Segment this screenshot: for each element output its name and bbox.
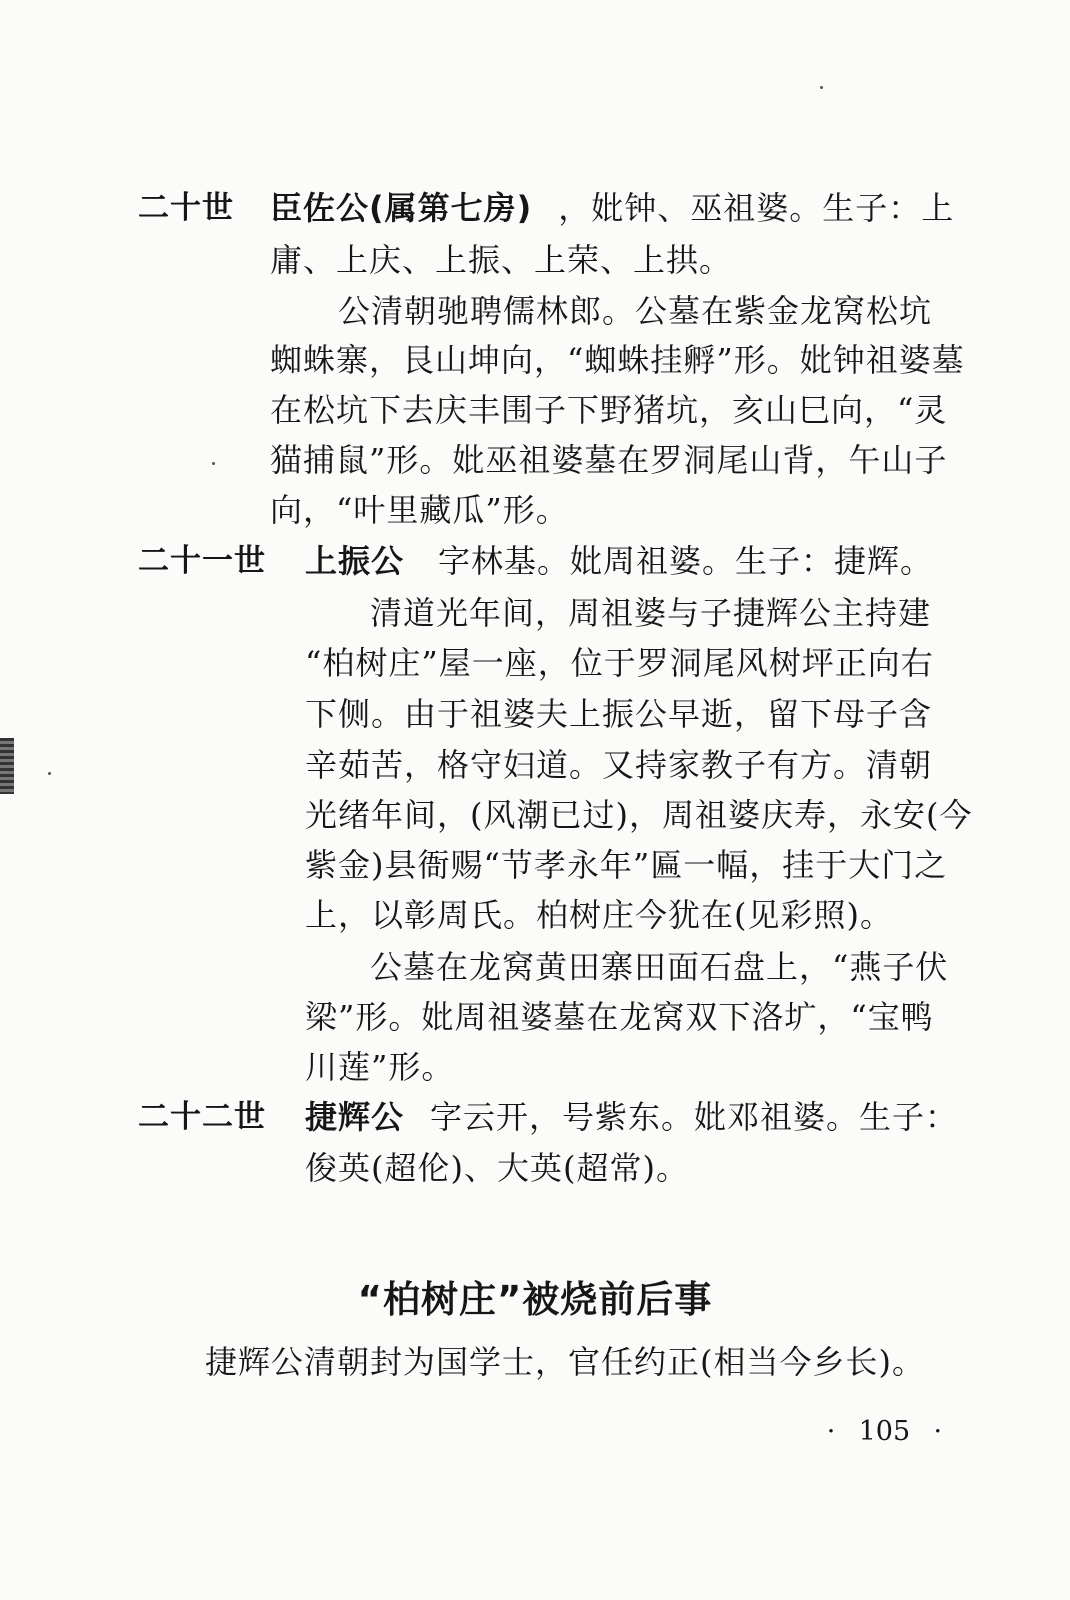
entry-intro-text-22: 字云开，号紫东。妣邓祖婆。生子：: [430, 1098, 959, 1136]
paragraph-line: 上，以彰周氏。柏树庄今犹在(见彩照)。: [305, 896, 893, 934]
ancestor-name-20: 臣佐公(属第七房): [270, 189, 533, 227]
page-number-dot-left: ·: [826, 1416, 836, 1447]
ancestor-name-22: 捷辉公: [305, 1098, 405, 1136]
entry-intro-text-20: ，妣钟、巫祖婆。生子：上: [558, 189, 955, 227]
paragraph-line: 下侧。由于祖婆夫上振公早逝，留下母子含: [305, 695, 933, 733]
entry-intro-cont-20: 庸、上庆、上振、上荣、上拱。: [270, 241, 733, 279]
generation-label-21: 二十一世: [138, 543, 266, 579]
generation-label-20: 二十世: [138, 190, 234, 226]
section-first-line: 捷辉公清朝封为国学士，官任约正(相当今乡长)。: [205, 1343, 925, 1381]
paragraph-line: 公清朝驰聘儒林郎。公墓在紫金龙窝松坑: [338, 292, 933, 330]
entry-intro-cont-22: 俊英(超伦)、大英(超常)。: [305, 1149, 689, 1187]
paragraph-line: 在松坑下去庆丰围子下野猪坑，亥山巳向，“灵: [270, 391, 948, 429]
entry-intro-22: [305, 1097, 958, 1137]
paragraph-line: 光绪年间，(风潮已过)，周祖婆庆寿，永安(今: [305, 796, 973, 834]
scan-speck: [820, 86, 823, 89]
scan-edge-mark: [0, 738, 14, 794]
entry-intro-21: [305, 541, 933, 581]
paragraph-line: 向，“叶里藏瓜”形。: [270, 491, 569, 529]
generation-label-22: 二十二世: [138, 1099, 266, 1135]
section-title: “柏树庄”被烧前后事: [357, 1278, 713, 1321]
scan-speck: [212, 462, 215, 465]
entry-intro-text-21: 字林基。妣周祖婆。生子：捷辉。: [438, 542, 934, 580]
paragraph-line: 蜘蛛寨，艮山坤向，“蜘蛛挂孵”形。妣钟祖婆墓: [270, 341, 965, 379]
paragraph-line: 川莲”形。: [305, 1048, 455, 1086]
paragraph-line: 梁”形。妣周祖婆墓在龙窝双下洛圹，“宝鸭: [305, 998, 934, 1036]
page-number: [818, 1416, 951, 1448]
paragraph-line: 清道光年间，周祖婆与子捷辉公主持建: [370, 594, 932, 632]
paragraph-line: 辛茹苦，格守妇道。又持家教子有方。清朝: [305, 746, 933, 784]
page-number-value: 105: [858, 1416, 911, 1447]
page-number-dot-right: ·: [933, 1416, 943, 1447]
paragraph-line: 猫捕鼠”形。妣巫祖婆墓在罗洞尾山背，午山子: [270, 441, 948, 479]
paragraph-line: “柏树庄”屋一座，位于罗洞尾风树坪正向右: [305, 644, 934, 682]
ancestor-name-21: 上振公: [305, 542, 405, 580]
paragraph-line: 公墓在龙窝黄田寨田面石盘上，“燕子伏: [370, 948, 949, 986]
entry-intro-20: [270, 188, 954, 228]
scan-speck: [48, 772, 51, 775]
paragraph-line: 紫金)县衙赐“节孝永年”匾一幅，挂于大门之: [305, 846, 948, 884]
